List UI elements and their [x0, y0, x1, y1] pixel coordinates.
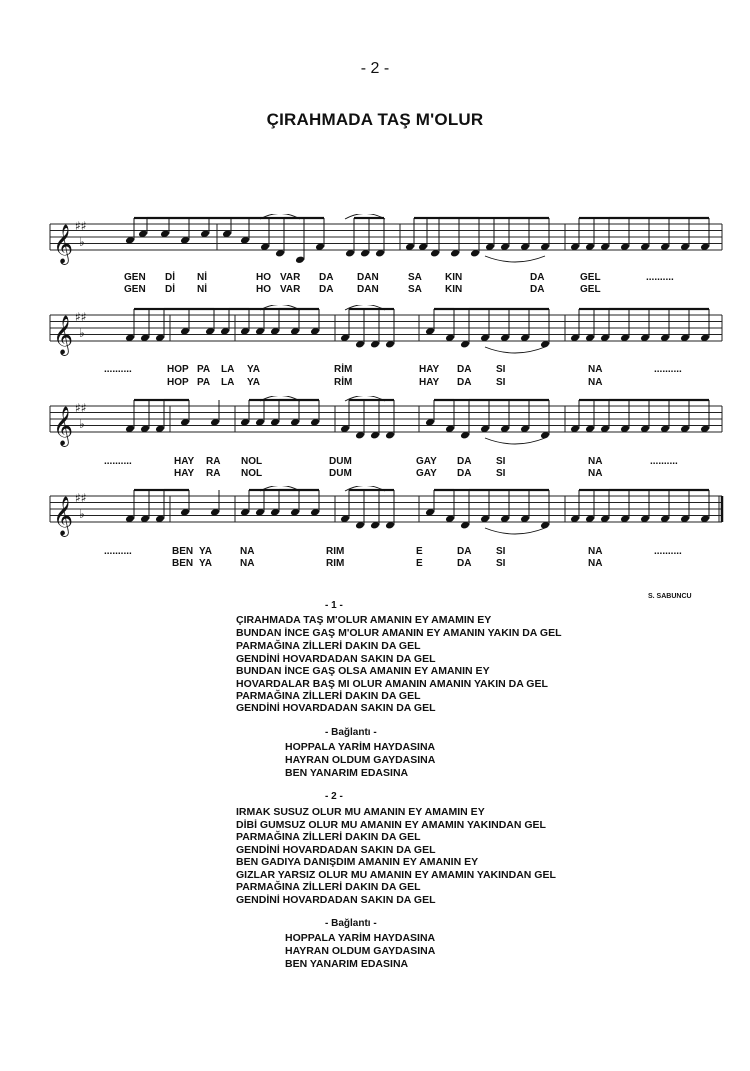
verse-line: IRMAK SUSUZ OLUR MU AMANIN EY AMAMIN EY: [236, 806, 485, 818]
lyric-syllable: KIN: [445, 272, 463, 283]
lyric-syllable: DUM: [329, 468, 352, 479]
lyric-syllable: LA: [221, 364, 235, 375]
lyric-syllable: DA: [530, 272, 545, 283]
lyric-syllable: HOP: [167, 364, 189, 375]
chorus-line: HOPPALA YARİM HAYDASINA: [285, 932, 436, 944]
verse-line: HOVARDALAR BAŞ MI OLUR AMANIN AMANIN YAKIN DA GEL: [236, 678, 548, 690]
lyric-syllable: Dİ: [165, 272, 175, 283]
lyric-syllable: SA: [408, 284, 422, 295]
lyric-syllable: GAY: [416, 468, 437, 479]
lyric-syllable: GEN: [124, 272, 146, 283]
staff-row-4: [45, 486, 725, 538]
verse-line: BUNDAN İNCE GAŞ OLSA AMANIN EY AMANIN EY: [236, 665, 490, 677]
composer-credit: S. SABUNCU: [648, 593, 692, 600]
lyric-syllable: RIM: [326, 546, 345, 557]
lyric-syllable: HOP: [167, 377, 189, 388]
lyric-syllable: GEL: [580, 272, 601, 283]
treble-clef-icon: 𝄞: [53, 496, 74, 536]
chorus-line: BEN YANARIM EDASINA: [285, 767, 409, 779]
svg-text:♯♯: ♯♯: [75, 401, 87, 415]
lyric-syllable: VAR: [280, 284, 301, 295]
verse-line: GENDİNİ HOVARDADAN SAKIN DA GEL: [236, 702, 436, 714]
lyric-syllable: NA: [240, 546, 255, 557]
lyric-line: [0, 377, 750, 390]
staff-row-3: [45, 396, 725, 448]
lyric-syllable: YA: [199, 546, 212, 557]
svg-text:♭: ♭: [79, 417, 85, 431]
lyric-dots: ..........: [104, 546, 132, 557]
lyric-line: [0, 468, 750, 481]
staff-notation: [45, 486, 725, 538]
verse-line: PARMAĞINA ZİLLERİ DAKIN DA GEL: [236, 690, 421, 702]
lyric-syllable: NA: [588, 377, 603, 388]
verse-line: ÇIRAHMADA TAŞ M'OLUR AMANIN EY AMAMIN EY: [236, 614, 492, 626]
verse-line: GENDİNİ HOVARDADAN SAKIN DA GEL: [236, 844, 436, 856]
lyric-syllable: BEN: [172, 546, 194, 557]
chorus-line: BEN YANARIM EDASINA: [285, 958, 409, 970]
lyric-dots: ..........: [650, 456, 678, 467]
lyric-syllable: YA: [247, 364, 260, 375]
lyric-syllable: GAY: [416, 456, 437, 467]
lyric-syllable: SI: [496, 558, 506, 569]
staff-notation: [45, 214, 725, 266]
lyric-syllable: DA: [457, 364, 472, 375]
lyric-syllable: DAN: [357, 284, 379, 295]
lyric-syllable: E: [416, 546, 423, 557]
lyric-syllable: Nİ: [197, 284, 207, 295]
lyric-syllable: DA: [319, 272, 334, 283]
chorus-line: HAYRAN OLDUM GAYDASINA: [285, 754, 436, 766]
treble-clef-icon: 𝄞: [53, 406, 74, 446]
staff-notation: [45, 396, 725, 448]
lyric-syllable: DAN: [357, 272, 379, 283]
lyric-syllable: NA: [588, 558, 603, 569]
verse-line: PARMAĞINA ZİLLERİ DAKIN DA GEL: [236, 831, 421, 843]
verse-line: GENDİNİ HOVARDADAN SAKIN DA GEL: [236, 894, 436, 906]
lyric-syllable: SI: [496, 468, 506, 479]
lyric-syllable: DUM: [329, 456, 352, 467]
svg-text:♯♯: ♯♯: [75, 219, 87, 233]
chorus-heading: - Bağlantı -: [325, 918, 377, 929]
lyric-syllable: GEN: [124, 284, 146, 295]
lyric-line: [0, 364, 750, 377]
lyric-dots: ..........: [654, 546, 682, 557]
lyric-syllable: SI: [496, 364, 506, 375]
lyric-dots: ..........: [104, 456, 132, 467]
lyric-syllable: HAY: [419, 364, 440, 375]
lyric-syllable: BEN: [172, 558, 194, 569]
verse-line: DİBİ GUMSUZ OLUR MU AMANIN EY AMAMIN YAKINDAN GEL: [236, 819, 546, 831]
lyric-syllable: YA: [247, 377, 260, 388]
lyric-syllable: RIM: [326, 558, 345, 569]
lyric-line: [0, 558, 750, 571]
lyric-syllable: NA: [240, 558, 255, 569]
svg-text:♭: ♭: [79, 507, 85, 521]
lyric-syllable: PA: [197, 377, 211, 388]
lyric-syllable: SI: [496, 456, 506, 467]
lyric-syllable: RİM: [334, 377, 353, 388]
lyric-syllable: NOL: [241, 468, 263, 479]
lyric-syllable: HAY: [174, 456, 195, 467]
verse-number: - 1 -: [325, 600, 343, 611]
lyric-syllable: SA: [408, 272, 422, 283]
lyric-syllable: SI: [496, 377, 506, 388]
chorus-line: HAYRAN OLDUM GAYDASINA: [285, 945, 436, 957]
lyric-syllable: DA: [319, 284, 334, 295]
lyric-syllable: HO: [256, 284, 271, 295]
svg-text:♭: ♭: [79, 235, 85, 249]
page-number: - 2 -: [360, 60, 390, 77]
treble-clef-icon: 𝄞: [53, 224, 74, 264]
lyric-syllable: DA: [530, 284, 545, 295]
lyric-syllable: DA: [457, 558, 472, 569]
staff-row-1: [45, 214, 725, 266]
lyric-syllable: NA: [588, 468, 603, 479]
lyric-syllable: VAR: [280, 272, 301, 283]
lyric-syllable: LA: [221, 377, 235, 388]
staff-notation: [45, 305, 725, 357]
verse-line: BEN GADIYA DANIŞDIM AMANIN EY AMANIN EY: [236, 856, 479, 868]
lyric-syllable: DA: [457, 377, 472, 388]
verse-line: BUNDAN İNCE GAŞ M'OLUR AMANIN EY AMANIN YAKIN DA GEL: [236, 627, 562, 639]
chorus-line: HOPPALA YARİM HAYDASINA: [285, 741, 436, 753]
lyric-syllable: HO: [256, 272, 271, 283]
lyric-syllable: NA: [588, 364, 603, 375]
lyric-dots: ..........: [104, 364, 132, 375]
lyric-syllable: DA: [457, 546, 472, 557]
verse-line: GIZLAR YARSIZ OLUR MU AMANIN EY AMAMIN YAKINDAN GEL: [236, 869, 556, 881]
verse-number: - 2 -: [325, 791, 343, 802]
lyric-syllable: RA: [206, 468, 221, 479]
lyric-syllable: DA: [457, 456, 472, 467]
lyric-syllable: NA: [588, 456, 603, 467]
lyric-syllable: Dİ: [165, 284, 175, 295]
lyric-dots: ..........: [654, 364, 682, 375]
lyric-syllable: KIN: [445, 284, 463, 295]
verse-line: PARMAĞINA ZİLLERİ DAKIN DA GEL: [236, 881, 421, 893]
lyric-syllable: RA: [206, 456, 221, 467]
lyric-line: [0, 284, 750, 297]
svg-text:♯♯: ♯♯: [75, 491, 87, 505]
lyric-syllable: YA: [199, 558, 212, 569]
lyric-syllable: Nİ: [197, 272, 207, 283]
lyric-syllable: DA: [457, 468, 472, 479]
lyric-syllable: E: [416, 558, 423, 569]
lyric-syllable: RİM: [334, 364, 353, 375]
chorus-heading: - Bağlantı -: [325, 727, 377, 738]
staff-row-2: [45, 305, 725, 357]
song-title: ÇIRAHMADA TAŞ M'OLUR: [266, 110, 484, 129]
verse-line: PARMAĞINA ZİLLERİ DAKIN DA GEL: [236, 640, 421, 652]
lyric-dots: ..........: [646, 272, 674, 283]
svg-text:♭: ♭: [79, 326, 85, 340]
lyric-syllable: GEL: [580, 284, 601, 295]
lyric-syllable: HAY: [419, 377, 440, 388]
lyric-syllable: SI: [496, 546, 506, 557]
lyric-syllable: NA: [588, 546, 603, 557]
lyric-syllable: PA: [197, 364, 211, 375]
verse-line: GENDİNİ HOVARDADAN SAKIN DA GEL: [236, 653, 436, 665]
lyric-syllable: NOL: [241, 456, 263, 467]
svg-text:♯♯: ♯♯: [75, 310, 87, 324]
treble-clef-icon: 𝄞: [53, 315, 74, 355]
lyric-syllable: HAY: [174, 468, 195, 479]
